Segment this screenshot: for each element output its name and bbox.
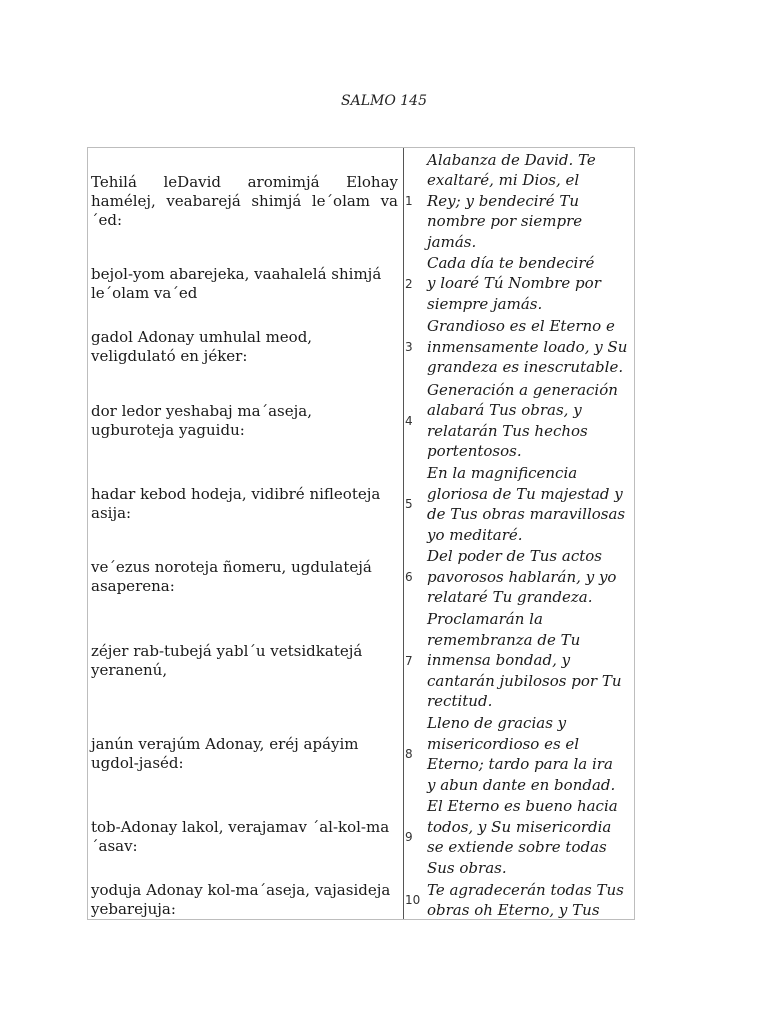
verse-number: 7 <box>405 653 413 668</box>
verse-number: 2 <box>405 276 413 291</box>
verse-translation: Te agradecerán todas Tus obras oh Eterno, y Tus <box>427 880 624 919</box>
verse-translation: Alabanza de David. Te exaltaré, mi Dios, el Rey; y bendeciré Tu nombre por siempre jamás. <box>427 150 596 251</box>
verse-translation: Proclamarán la remembranza de Tu inmensa bondad, y cantarán jubilosos por Tu rectitud. <box>427 610 622 711</box>
verse-translation: En la magnificencia gloriosa de Tu majestad y de Tus obras maravillosas yo meditaré. <box>427 464 626 544</box>
verse-translation: Lleno de gracias y misericordioso es el Eterno; tardo para la ira y abun dante en bondad. <box>427 714 616 794</box>
verse-row <box>88 463 636 545</box>
verse-translation: Cada día te bendeciré y loaré Tú Nombre por siempre jamás. <box>427 253 601 313</box>
verse-transliteration: dor ledor yeshabaj ma´aseja, ugburoteja yaguidu: <box>91 401 312 439</box>
verse-transliteration: zéjer rab-tubejá yabl´u vetsidkatejá yeranenú, <box>91 641 363 679</box>
verse-row <box>88 796 636 878</box>
verse-row <box>88 713 636 795</box>
page-title: SALMO 145 <box>341 93 427 109</box>
verse-transliteration: janún verajúm Adonay, eréj apáyim ugdol-jaséd: <box>91 735 359 772</box>
verse-number: 5 <box>405 497 413 511</box>
verse-row <box>88 316 636 378</box>
verse-transliteration: gadol Adonay umhulal meod, veligdulató en jéker: <box>91 328 313 365</box>
verse-row <box>88 879 636 921</box>
verse-transliteration: tob-Adonay lakol, verajamav ´al-kol-ma´asav: <box>91 818 390 855</box>
verse-number: 10 <box>405 893 421 907</box>
verse-transliteration: yoduja Adonay kol-ma´aseja, vajasideja yebarejuja: <box>91 881 391 918</box>
verse-translation: Generación a generación alabará Tus obras, y relatarán Tus hechos portentosos. <box>427 380 618 460</box>
verse-transliteration: ve´ezus noroteja ñomeru, ugdulatejá asaperena: <box>91 558 372 595</box>
verse-number: 3 <box>405 340 413 354</box>
verse-number: 1 <box>405 194 413 208</box>
verse-row <box>88 609 636 712</box>
verse-row <box>88 379 636 462</box>
verse-translation: El Eterno es bueno hacia todos, y Su misericordia se extiende sobre todas Sus obras. <box>427 797 618 877</box>
verse-row <box>88 150 636 252</box>
verse-number: 8 <box>405 747 413 761</box>
verse-transliteration: hadar kebod hodeja, vidibré nifleoteja asija: <box>91 485 381 522</box>
verse-number: 9 <box>405 830 413 844</box>
verse-translation: Del poder de Tus actos pavorosos hablarán, y yo relataré Tu grandeza. <box>427 547 617 607</box>
verse-number: 4 <box>405 413 413 428</box>
verse-row <box>88 546 636 608</box>
verse-translation: Grandioso es el Eterno e inmensamente loado, y Su grandeza es inescrutable. <box>427 317 628 377</box>
psalm-table <box>87 147 635 920</box>
verse-transliteration: Tehilá leDavid aromimjá Elohay hamélej, veabarejá shimjá le´olam va´ed: <box>91 172 398 229</box>
verse-row <box>88 252 636 315</box>
verse-transliteration: bejol-yom abarejeka, vaahalelá shimjá le´olam va´ed <box>91 264 382 302</box>
verse-number: 6 <box>405 570 413 584</box>
